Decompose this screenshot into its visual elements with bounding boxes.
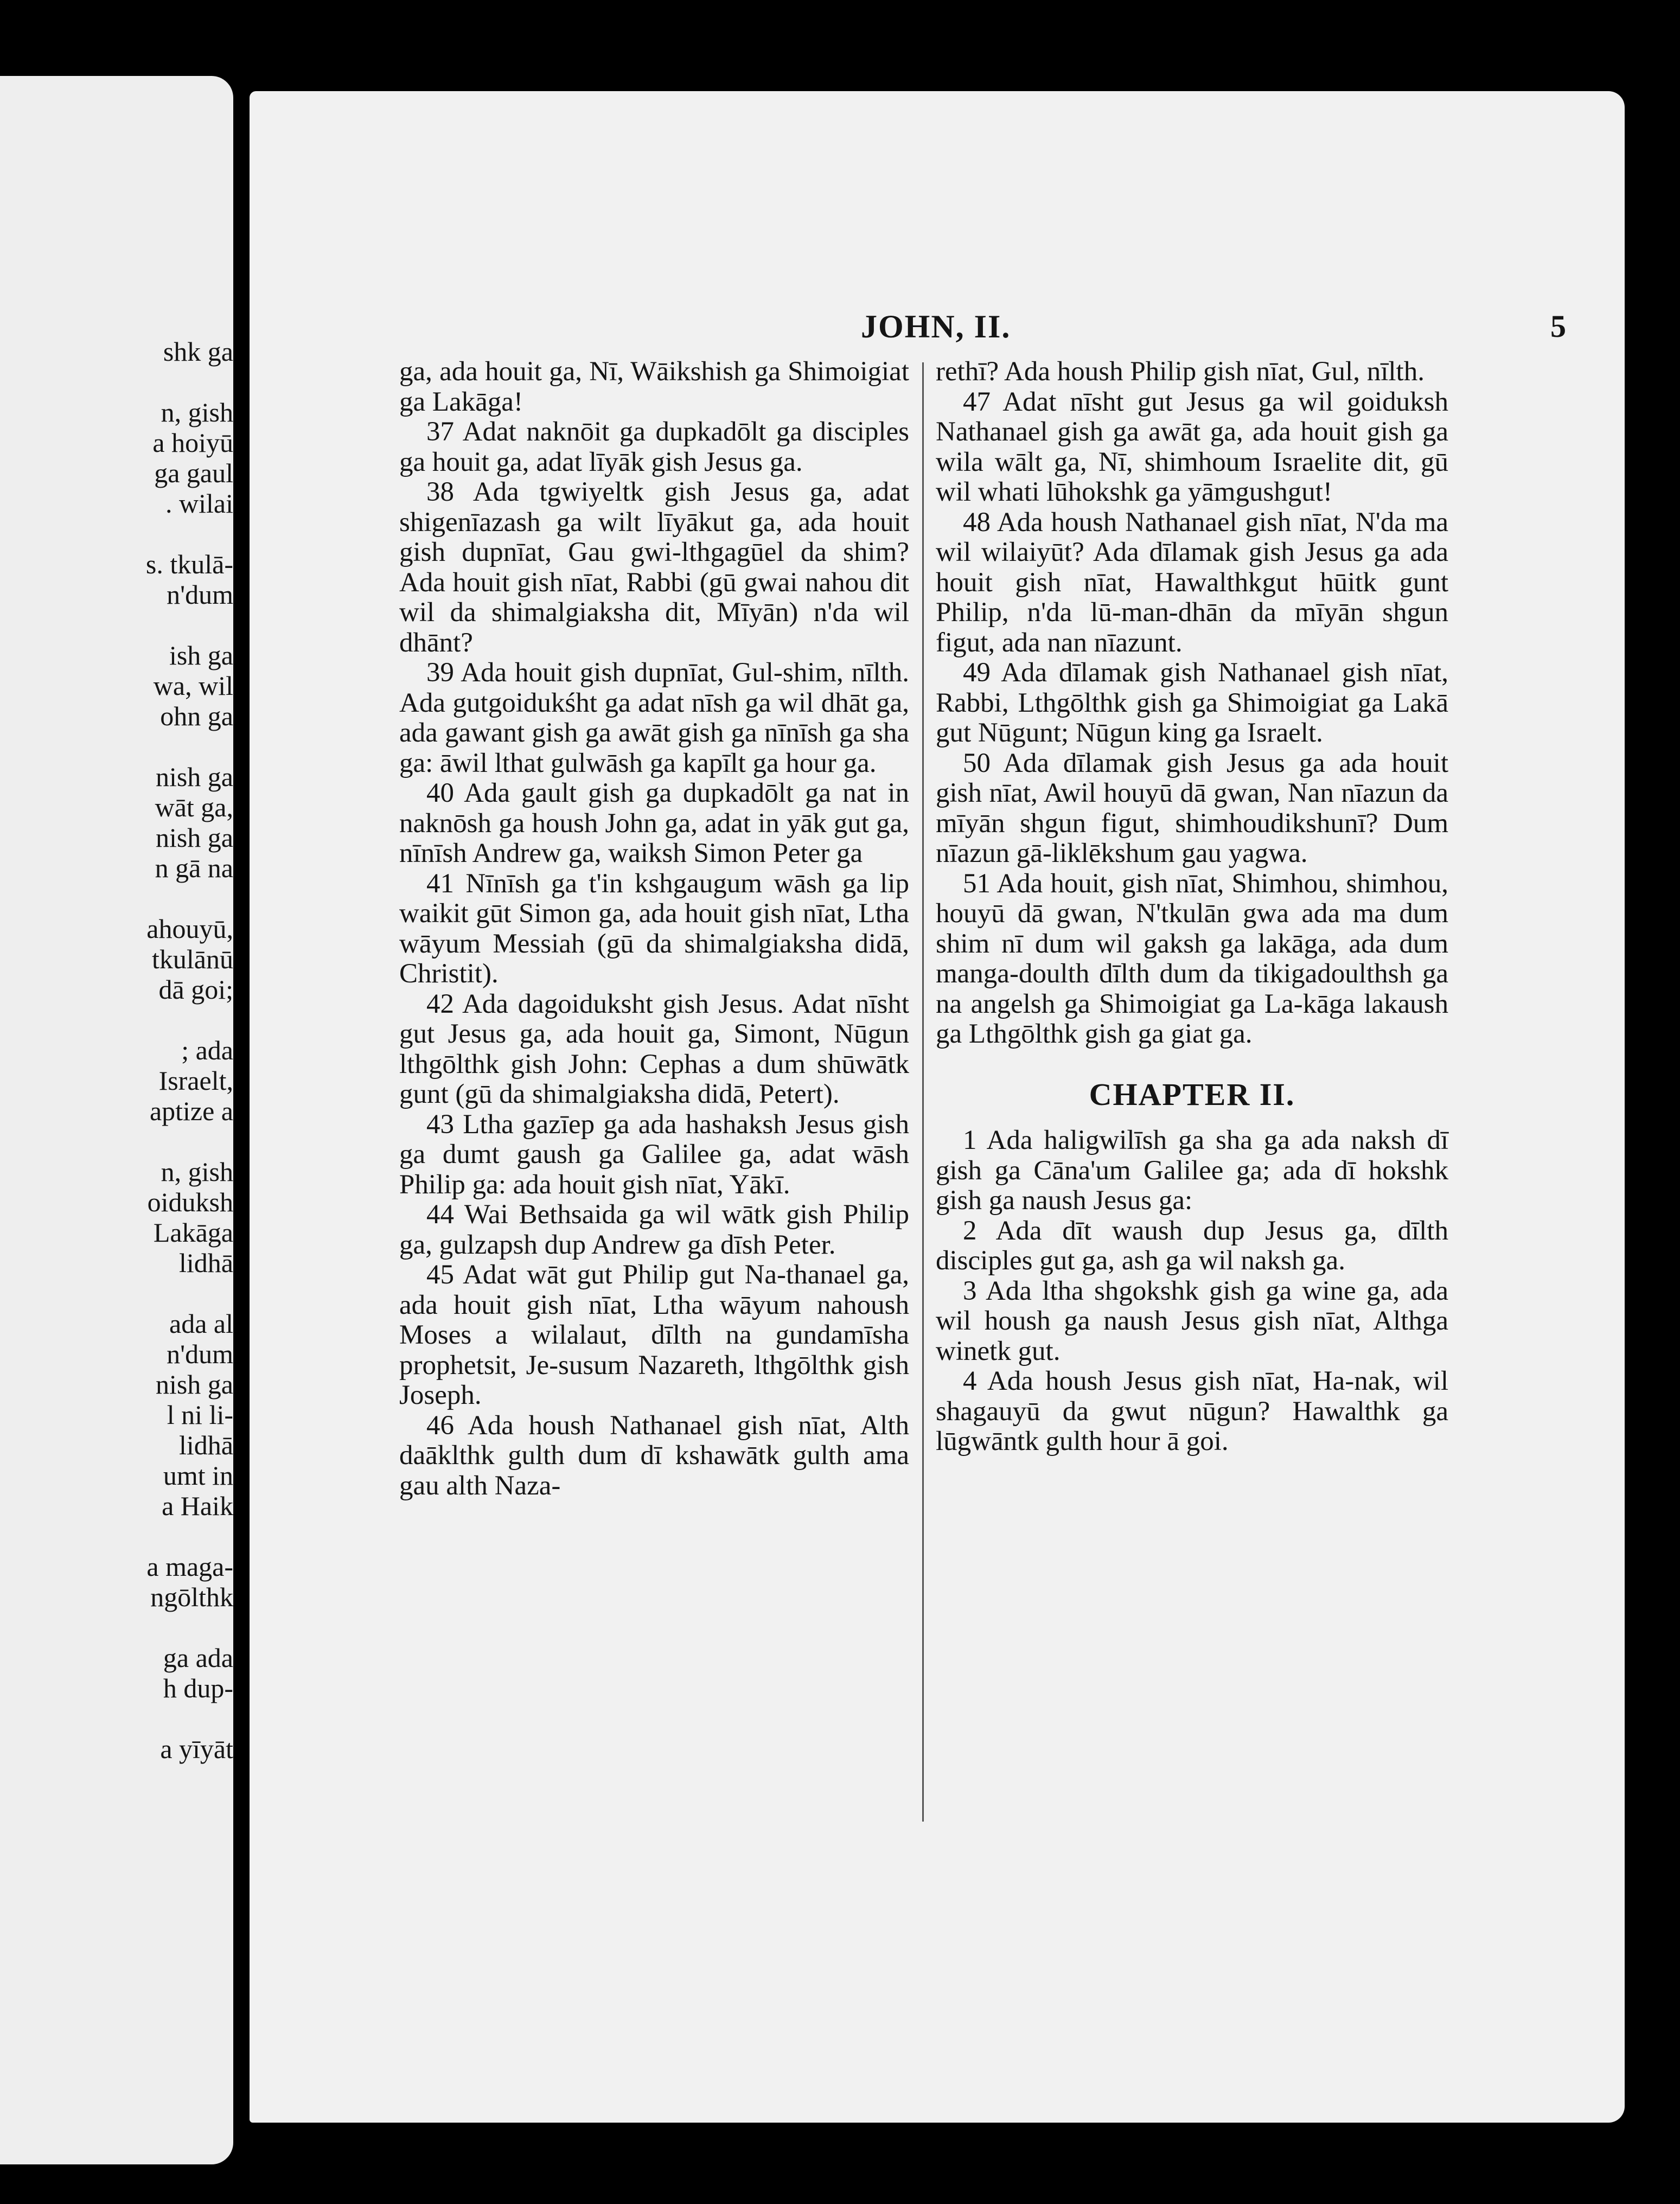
verse-paragraph: 45 Adat wāt gut Philip gut Na-thanael ga, ada houit gish nīat, Ltha wāyum nahoush Moses a wilalaut, dīlth na gundamīsha prophetsit, Je-susum Nazareth, lthgōlthk gish Joseph. xyxy=(399,1260,909,1410)
verse-paragraph: 43 Ltha gazīep ga ada hashaksh Jesus gish ga dumt gaush ga Galilee ga, adat wāsh Philip ga: ada houit gish nīat, Yākī. xyxy=(399,1109,909,1200)
verse-paragraph: 44 Wai Bethsaida ga wil wātk gish Philip ga, gulzapsh dup Andrew ga dīsh Peter. xyxy=(399,1199,909,1260)
verse-paragraph: 51 Ada houit, gish nīat, Shimhou, shimhou, houyū dā gwan, N'tkulān gwa ada ma dum shim nī dum wil gaksh ga lakāga, ada dum manga-doulth dīlth dum da tikigadoulthsh ga na angelsh ga Shimoigiat ga La-kāga lakaush ga Lthgōlthk gish ga giat ga. xyxy=(936,868,1448,1049)
chapter-two-verses xyxy=(936,1126,1448,1457)
verse-paragraph: 1 Ada haligwilīsh ga sha ga ada naksh dī gish ga Cāna'um Galilee ga; ada dī hokshk gish ga naush Jesus ga: xyxy=(936,1125,1448,1216)
facing-page-line: ngōlthk xyxy=(150,1582,233,1612)
facing-page-line: n gā na xyxy=(155,853,233,883)
facing-page-line: ada al xyxy=(169,1308,233,1339)
facing-page-line: oiduksh xyxy=(147,1187,233,1217)
facing-page-line: n, gish xyxy=(161,397,233,427)
facing-page-line: n'dum xyxy=(167,1339,233,1369)
facing-page-line: ish ga xyxy=(169,640,233,670)
right-column xyxy=(936,357,1448,1457)
facing-page-line: Lakāga xyxy=(153,1217,233,1248)
facing-page-line: Israelt, xyxy=(158,1065,233,1096)
facing-page-line: ga ada xyxy=(163,1643,233,1673)
verse-paragraph: 48 Ada housh Nathanael gish nīat, N'da ma wil wilaiyūt? Ada dīlamak gish Jesus ga ada houit gish nīat, Hawalthkgut hūitk gunt Philip, n'da lū-man-dhān da mīyān shgun figut, ada nan nīazunt. xyxy=(936,507,1448,658)
verse-paragraph: 2 Ada dīt waush dup Jesus ga, dīlth disciples gut ga, ash ga wil naksh ga. xyxy=(936,1215,1448,1276)
facing-page-line: . wilai xyxy=(165,488,233,519)
facing-page-line: dā goi; xyxy=(158,974,233,1005)
facing-page-line: wāt ga, xyxy=(155,792,233,822)
page-header xyxy=(250,308,1625,352)
verse-paragraph: 47 Adat nīsht gut Jesus ga wil goiduksh Nathanael gish ga awāt ga, ada houit gish ga wila wālt ga, Nī, shimhoum Israelite dit, gū wil whati lūhokshk ga yāmgushgut! xyxy=(936,386,1448,507)
verse-paragraph: 3 Ada ltha shgokshk gish ga wine ga, ada wil housh ga naush Jesus gish nīat, Althga winetk gut. xyxy=(936,1275,1448,1366)
facing-page-line: a yīyāt xyxy=(160,1734,233,1764)
facing-page-line: l ni li- xyxy=(167,1400,233,1430)
running-head: JOHN, II. xyxy=(861,309,1011,344)
right-column-verses xyxy=(936,357,1448,1050)
facing-page-line: wa, wil xyxy=(153,670,233,701)
facing-page-line: lidhā xyxy=(179,1248,233,1278)
verse-paragraph: 37 Adat naknōit ga dupkadōlt ga disciples ga houit ga, adat līyāk gish Jesus ga. xyxy=(399,417,909,477)
verse-paragraph: 38 Ada tgwiyeltk gish Jesus ga, adat shigenīazash ga wilt līyākut ga, ada houit gish dupnīat, Gau gwi-lthgagūel da shim? Ada houit gish nīat, Rabbi (gū gwai nahou dit wil da shimalgiaksha dit, Mīyān) n'da wil dhānt? xyxy=(399,477,909,658)
verse-paragraph: 4 Ada housh Jesus gish nīat, Ha-nak, wil shagauyū da gwut nūgun? Hawalthk ga lūgwāntk gulth hour ā goi. xyxy=(936,1366,1448,1456)
verse-paragraph: 40 Ada gault gish ga dupkadōlt ga nat in naknōsh ga housh John ga, adat in yāk gut ga, nīnīsh Andrew ga, waiksh Simon Peter ga xyxy=(399,778,909,868)
facing-page-line: a Haik xyxy=(162,1491,233,1521)
facing-page-edge xyxy=(0,76,233,2164)
page-number: 5 xyxy=(1550,309,1566,344)
column-rule xyxy=(922,362,924,1822)
facing-page-line: nish ga xyxy=(155,1369,233,1400)
facing-page-line: ; ada xyxy=(181,1035,233,1065)
verse-paragraph: 42 Ada dagoiduksht gish Jesus. Adat nīsht gut Jesus ga, ada houit ga, Simont, Nūgun lthgōlthk gish John: Cephas a dum shūwātk gunt (gū da shimalgiaksha didā, Petert). xyxy=(399,988,909,1109)
facing-page-line: a hoiyū xyxy=(152,427,233,458)
chapter-heading: CHAPTER II. xyxy=(1089,1076,1295,1112)
facing-page-line: a maga- xyxy=(146,1551,233,1582)
verse-paragraph: 39 Ada houit gish dupnīat, Gul-shim, nīlth. Ada gutgoidukśht ga adat nīsh ga wil dhāt ga, ada gawant gish ga awāt gish ga nīnīsh ga sha ga: āwil lthat gulwāsh ga kapīlt ga hour ga. xyxy=(399,657,909,778)
verse-paragraph: 50 Ada dīlamak gish Jesus ga ada houit gish nīat, Awil houyū dā gwan, Nan nīazun da mīyān shgun figut, shimhoudikshunī? Dum nīazun gā-liklēkshum gau yagwa. xyxy=(936,748,1448,868)
facing-page-line: ahouyū, xyxy=(146,913,233,944)
facing-page-line: h dup- xyxy=(163,1673,233,1703)
facing-page-line: lidhā xyxy=(179,1430,233,1460)
left-column xyxy=(399,357,909,1501)
facing-page-line: aptize a xyxy=(149,1096,233,1126)
facing-page-line: s. tkulā- xyxy=(145,549,233,579)
facing-page-line: ga gaul xyxy=(154,458,233,488)
facing-page-line: nish ga xyxy=(155,822,233,853)
facing-page-line: nish ga xyxy=(155,762,233,792)
facing-page-line: ohn ga xyxy=(160,701,233,731)
facing-page-line: n'dum xyxy=(167,579,233,610)
verse-paragraph: 49 Ada dīlamak gish Nathanael gish nīat, Rabbi, Lthgōlthk gish ga Shimoigiat ga Lakā gut Nūgunt; Nūgun king ga Israelt. xyxy=(936,657,1448,748)
verse-paragraph: ga, ada houit ga, Nī, Wāikshish ga Shimoigiat ga Lakāga! xyxy=(399,356,909,417)
facing-page-line: tkulānū xyxy=(152,944,233,974)
facing-page-line: n, gish xyxy=(161,1157,233,1187)
book-page xyxy=(250,91,1625,2123)
facing-page-line: shk ga xyxy=(163,336,233,367)
facing-page-line: umt in xyxy=(163,1460,233,1491)
verse-paragraph: 41 Nīnīsh ga t'in kshgaugum wāsh ga lip waikit gūt Simon ga, ada houit gish nīat, Ltha wāyum Messiah (gū da shimalgiaksha didā, Christit). xyxy=(399,868,909,989)
verse-paragraph: 46 Ada housh Nathanael gish nīat, Alth daāklthk gulth dum dī kshawātk gulth ama gau alth Naza- xyxy=(399,1410,909,1501)
verse-paragraph: rethī? Ada housh Philip gish nīat, Gul, nīlth. xyxy=(936,356,1425,387)
